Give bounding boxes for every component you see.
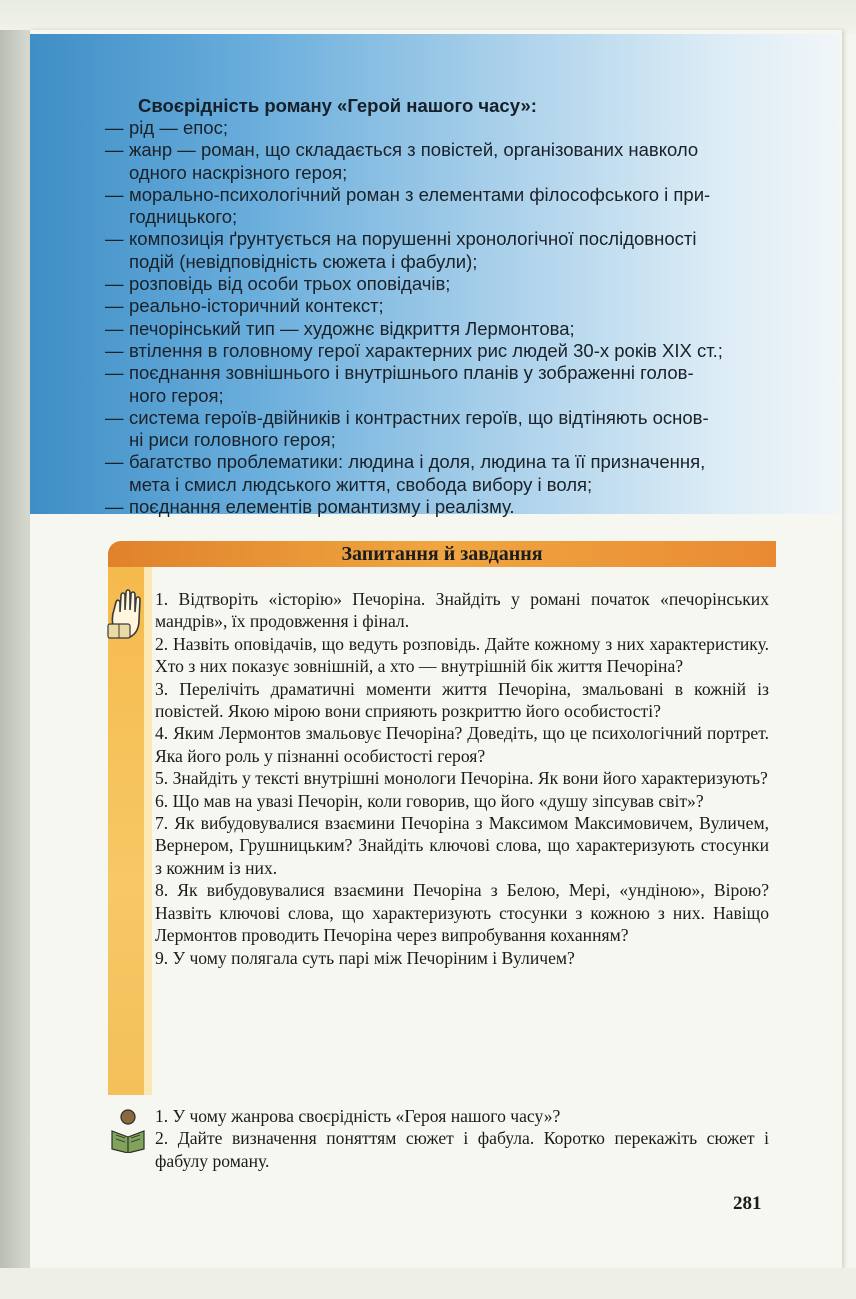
summary-line-text: ні риси головного героя;: [129, 429, 336, 451]
summary-line: [105, 139, 775, 161]
summary-line-text: розповідь від особи трьох оповідачів;: [129, 273, 451, 295]
review-questions-list: [155, 1105, 769, 1172]
review-question-1: 1. У чому жанрова своєрідність «Героя нашого часу»?: [155, 1106, 561, 1126]
tasks-header-band: [108, 541, 776, 567]
review-question-2: 2. Дайте визначення поняттям сюжет і фабула. Коротко перекажіть сюжет і фабулу роману.: [155, 1128, 769, 1171]
summary-line: [105, 496, 775, 518]
question-5: 5. Знайдіть у тексті внутрішні монологи Печоріна. Як вони його характеризують?: [155, 768, 768, 789]
question-3: 3. Перелічіть драматичні моменти життя Печоріна, змальовані в кожній із повістей. Якою мірою вони сприяють розкриттю його особистості?: [155, 678, 769, 722]
summary-line-text: поєднання зовнішнього і внутрішнього планів у зображенні голов-: [129, 362, 694, 384]
question-1: 1. Відтворіть «історію» Печоріна. Знайдіть у романі початок «печорінських мандрів», їх продовження і фінал.: [155, 589, 769, 632]
summary-line: [105, 340, 775, 362]
question-4: 4. Яким Лермонтов змальовує Печоріна? Доведіть, що це психологічний портрет. Яка його роль у пізнанні особистості героя?: [155, 723, 769, 766]
dash-marker: —: [105, 117, 124, 138]
summary-line: [105, 295, 775, 317]
summary-line: [105, 429, 775, 451]
summary-line: [105, 206, 775, 228]
summary-line-text: годницького;: [129, 206, 238, 228]
question-2: 2. Назвіть оповідачів, що ведуть розповідь. Дайте кожному з них характеристику. Хто з них показує зовнішній, а хто — внутрішній бік життя Печоріна?: [155, 633, 769, 677]
dash-marker: —: [105, 317, 124, 339]
summary-line: [105, 318, 775, 340]
summary-heading: Своєрідність роману «Герой нашого часу»:: [138, 95, 537, 116]
question-8: 8. Як вибудовувалися взаємини Печоріна з Белою, Мері, «ундіною», Вірою? Назвіть ключові слова, що характеризують стосунки з кожною з них. Навіщо Лермонтов проводить Печоріна через випробування коханням?: [155, 880, 769, 946]
tasks-side-stripe: [108, 567, 144, 1095]
summary-line-text: ного героя;: [129, 384, 224, 406]
summary-line-text: морально-психологічний роман з елементами філософського і при-: [129, 183, 711, 205]
dash-marker: —: [105, 496, 124, 518]
page-bottom-edge: [0, 1268, 856, 1299]
summary-line: [105, 362, 775, 384]
page-number: 281: [733, 1193, 762, 1214]
summary-line-text: рід — епос;: [129, 117, 228, 138]
summary-line: [105, 273, 775, 295]
summary-line-text: реально-історичний контекст;: [129, 295, 384, 317]
tasks-title: Запитання й завдання: [341, 543, 543, 565]
summary-line-text: багатство проблематики: людина і доля, людина та її призначення,: [129, 451, 706, 473]
summary-line-text: подій (невідповідність сюжета і фабули);: [129, 250, 478, 272]
dash-marker: —: [105, 139, 124, 161]
summary-line: [105, 162, 775, 184]
dash-marker: —: [105, 183, 124, 205]
summary-line: [105, 251, 775, 273]
tasks-side-stripe-light: [144, 567, 152, 1095]
question-6: 6. Що мав на увазі Печорін, коли говорив, що його «душу зіпсував світ»?: [155, 790, 704, 811]
dash-marker: —: [105, 228, 124, 250]
summary-line-text: одного наскрізного героя;: [129, 161, 348, 183]
summary-line: [105, 407, 775, 429]
book-spine: [0, 30, 32, 1270]
summary-line-text: система героїв-двійників і контрастних героїв, що відтіняють основ-: [129, 406, 709, 428]
question-9: 9. У чому полягала суть парі між Печоріним і Вуличем?: [155, 947, 575, 968]
summary-line-text: жанр — роман, що складається з повістей, організованих навколо: [129, 139, 699, 161]
summary-line-text: печорінський тип — художнє відкриття Лермонтова;: [129, 317, 575, 339]
reading-person-icon: [108, 1107, 148, 1153]
summary-line-text: втілення в головному герої характерних рис людей 30-х років XIX ст.;: [129, 339, 723, 361]
dash-marker: —: [105, 362, 124, 384]
summary-line: [105, 184, 775, 206]
summary-line-text: композиція ґрунтується на порушенні хронологічної послідовності: [129, 228, 697, 250]
dash-marker: —: [105, 406, 124, 428]
summary-line: [105, 474, 775, 496]
dash-marker: —: [105, 451, 124, 473]
dash-marker: —: [105, 273, 124, 295]
summary-line: [105, 385, 775, 407]
summary-line: [105, 228, 775, 250]
dash-marker: —: [105, 295, 124, 317]
summary-line-text: поєднання елементів романтизму і реалізму.: [129, 496, 515, 518]
question-7: 7. Як вибудовувалися взаємини Печоріна з Максимом Максимовичем, Вуличем, Вернером, Грушницьким? Знайдіть ключові слова, що характеризують стосунки з кожним із них.: [155, 813, 769, 878]
summary-line-text: мета і смисл людського життя, свобода вибору і воля;: [129, 473, 593, 495]
raised-hand-icon: [106, 588, 152, 640]
summary-list: [105, 117, 775, 518]
summary-line: [105, 451, 775, 473]
page-top-edge: [0, 0, 856, 34]
questions-list: [155, 588, 769, 969]
summary-line: [105, 117, 775, 139]
dash-marker: —: [105, 339, 124, 361]
